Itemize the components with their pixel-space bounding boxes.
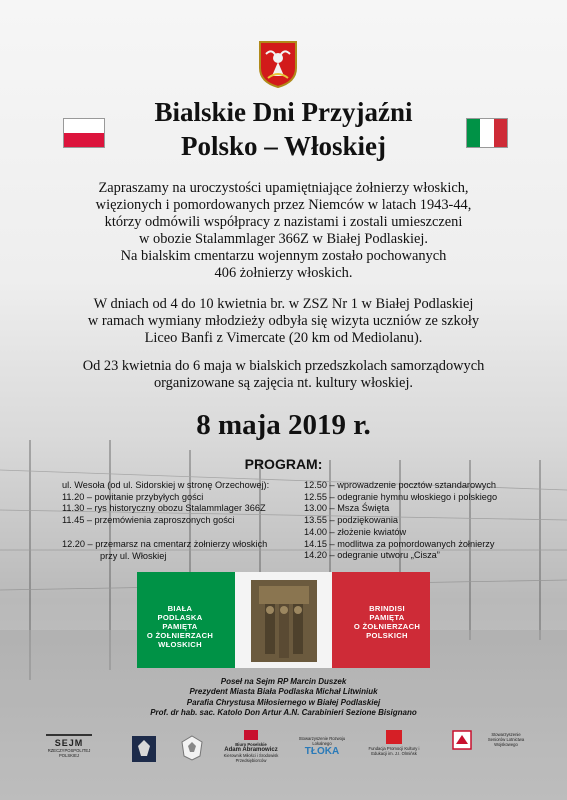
banner-left-line: WŁOSKICH (158, 640, 202, 649)
visit-line: w ramach wymiany młodzieży odbyła się wizyta uczniów ze szkoły (87, 313, 480, 329)
program-item: 14.15 – modlitwa za pomordowanych żołnierzy (304, 538, 495, 549)
program-item: 14.00 – złożenie kwiatów (304, 526, 407, 537)
program-item: 11.30 – rys historyczny obozu Stalammlager 366Z (62, 503, 266, 514)
sejm-logo: SEJM RZECZYPOSPOLITEJ POLSKIEJ (46, 734, 92, 758)
banner-right-line: BRINDISI (369, 604, 405, 613)
program-item: 12.50 – wprowadzenie pocztów sztandarowych (304, 480, 497, 490)
memorial-monument-image (251, 580, 317, 662)
sponsors-list (0, 677, 567, 718)
tloka-logo: Stowarzyszenie Rozwoju Lokalnego TŁOKA (298, 736, 346, 757)
banner-right-line: POLSKICH (366, 631, 408, 640)
sponsor-line: Parafia Chrystusa Miłosiernego w Białej Podlaskiej (186, 697, 381, 707)
banner-right-line: O ŻOŁNIERZACH (353, 622, 421, 631)
banner-left-line: O ŻOŁNIERZACH (146, 631, 214, 640)
fundacja-logo: Fundacja Promocji Kultury i Edukacji im. J.I. Olmińsk (362, 730, 426, 756)
program-item: przy ul. Włoskiej (100, 550, 167, 561)
seniorzy-lotnictwa-logo (444, 730, 480, 755)
intro-paragraph (40, 180, 527, 282)
sponsor-line: Prezydent Miasta Biała Podlaska Michał Litwiniuk (189, 687, 378, 697)
sponsor-line: Poseł na Sejm RP Marcin Duszek (220, 677, 347, 686)
aviation-badge-icon (452, 730, 472, 750)
program-item: ul. Wesoła (od ul. Sidorskiej w stronę Orzechowej): (62, 480, 270, 490)
sponsor-line: Prof. dr hab. sac. Katolo Don Artur A.N. Carabinieri Sezione Bisignano (150, 707, 417, 717)
program-right-column (304, 480, 534, 562)
seniorzy-lotnictwa-text: Stowarzyszenie Seniorów Lotnictwa Wojskowego (487, 732, 525, 747)
city-coat-of-arms-icon (258, 40, 298, 88)
intro-line: Zapraszamy na uroczystości upamiętniające żołnierzy włoskich, (98, 180, 469, 196)
page-title-line-2: Polsko – Włoskiej (180, 131, 387, 161)
preschool-line: Od 23 kwietnia do 6 maja w bialskich przedszkolach samorządowych (82, 358, 485, 374)
banner-right-line: PAMIĘTA (369, 613, 405, 622)
partner-logos (46, 730, 526, 770)
program-item: 14.20 – odegranie utworu „Cisza” (304, 550, 440, 561)
biuro-poselskie-logo: Biuro Poselskie Adam Abramowicz Kierownik Miłości i Środowisk Przedsiębiorców (220, 730, 282, 763)
event-date: 8 maja 2019 r. (196, 409, 371, 441)
preschool-paragraph (40, 358, 527, 392)
page-title-line-1: Bialskie Dni Przyjaźni (154, 97, 413, 127)
program-item: 11.45 – przemówienia zaproszonych gości (62, 515, 235, 526)
program-left-column (62, 480, 302, 562)
eagle-crest-logo-icon (132, 736, 156, 762)
biuro-logo-mark-icon (244, 730, 258, 740)
banner-left-line: PAMIĘTA (162, 622, 198, 631)
visit-paragraph (40, 296, 527, 347)
intro-line: więzionych i pomordowanych przez Niemców w latach 1943-44, (95, 197, 472, 213)
visit-line: W dniach od 4 do 10 kwietnia br. w ZSZ Nr 1 w Białej Podlaskiej (93, 296, 474, 312)
program-item: 12.20 – przemarsz na cmentarz żołnierzy włoskich (62, 538, 268, 549)
intro-line: w obozie Stalammlager 366Z w Białej Podlaskiej. (139, 231, 428, 247)
banner-right-text (352, 604, 422, 640)
intro-line: którzy odmówili współpracy z nazistami i zostali umieszczeni (104, 214, 463, 230)
intro-line: Na bialskim cmentarzu wojennym zostało pochowanych (120, 248, 447, 264)
banner-left-text (145, 604, 215, 649)
white-eagle-logo-icon (178, 734, 206, 762)
program-item: 12.55 – odegranie hymnu włoskiego i polskiego (304, 491, 498, 502)
program-item: 13.55 – podziękowania (304, 515, 398, 526)
program-item: 13.00 – Msza Święta (304, 503, 390, 514)
banner-left-line: BIAŁA PODLASKA (157, 604, 203, 622)
visit-line: Liceo Banfi z Vimercate (20 km od Mediolanu). (144, 330, 423, 346)
program-heading: PROGRAM: (244, 456, 323, 472)
preschool-line: organizowane są zajęcia nt. kultury włoskiej. (153, 375, 414, 391)
intro-line: 406 żołnierzy włoskich. (214, 265, 353, 281)
memorial-banner (137, 572, 430, 668)
program-item: 11.20 – powitanie przybyłych gości (62, 491, 204, 502)
fundacja-logo-mark-icon (386, 730, 402, 744)
